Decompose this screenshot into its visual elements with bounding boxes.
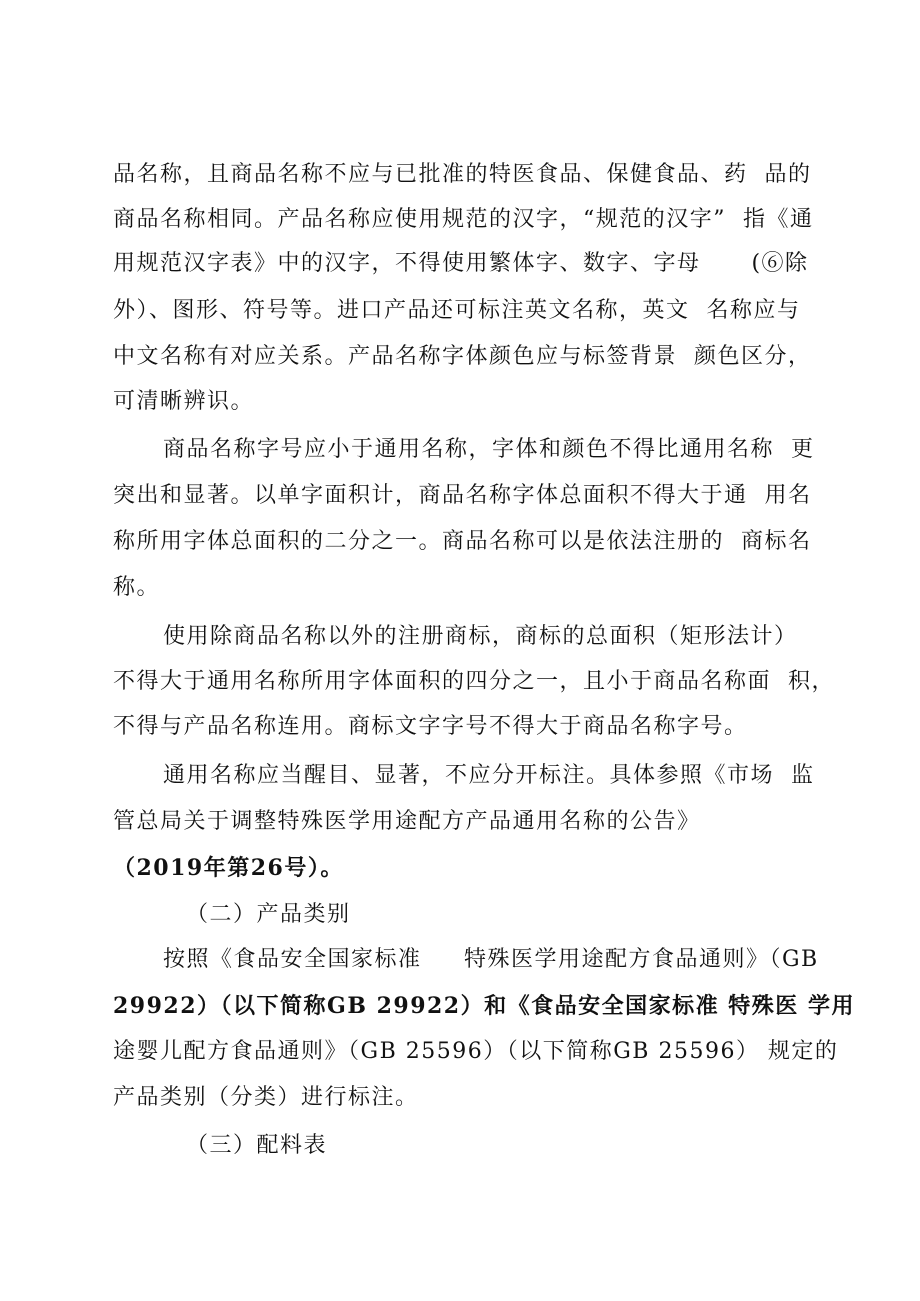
text-line: 称所用字体总面积的二分之一。商品名称可以是依法注册的 商标名 — [113, 529, 812, 554]
text-line: 商品名称相同。产品名称应使用规范的汉字，“规范的汉字” 指《通 — [113, 207, 814, 232]
text-line: 按照《食品安全国家标准 特殊医学用途配方食品通则》（GB — [163, 947, 819, 972]
section-heading: （三）配料表 — [186, 1133, 328, 1158]
text-line: 产品类别（分类）进行标注。 — [113, 1085, 419, 1110]
text-line: （2019年第26号）。 — [113, 855, 344, 881]
section-heading: （二）产品类别 — [186, 902, 351, 927]
text-line: 使用除商品名称以外的注册商标，商标的总面积（矩形法计） — [163, 624, 798, 649]
text-line: 突出和显著。以单字面积计，商品名称字体总面积不得大于通 用名 — [113, 483, 812, 508]
text-line: 可清晰辨识。 — [113, 389, 255, 414]
text-line: 途婴儿配方食品通则》（GB 25596）（以下简称GB 25596） 规定的 — [113, 1039, 839, 1064]
text-line: 不得大于通用名称所用字体面积的四分之一，且小于商品名称面 积， — [113, 669, 835, 694]
text-line: 不得与产品名称连用。商标文字字号不得大于商品名称字号。 — [113, 714, 748, 739]
text-line: 中文名称有对应关系。产品名称字体颜色应与标签背景 颜色区分， — [113, 344, 812, 369]
text-line: 29922）（以下简称GB 29922）和《食品安全国家标准 特殊医 学用 — [113, 993, 855, 1019]
text-line: 商品名称字号应小于通用名称，字体和颜色不得比通用名称 更 — [163, 437, 815, 462]
text-line: 品名称，且商品名称不应与已批准的特医食品、保健食品、药 品的 — [113, 162, 812, 187]
text-line: 通用名称应当醒目、显著，不应分开标注。具体参照《市场 监 — [163, 763, 815, 788]
text-line: 称。 — [113, 575, 161, 600]
text-line: 外）、图形、符号等。进口产品还可标注英文名称，英文 名称应与 — [113, 298, 801, 323]
text-line: 管总局关于调整特殊医学用途配方产品通用名称的公告》 — [113, 809, 701, 834]
text-line: 用规范汉字表》中的汉字，不得使用繁体字、数字、字母 (⑥除 — [113, 251, 809, 276]
